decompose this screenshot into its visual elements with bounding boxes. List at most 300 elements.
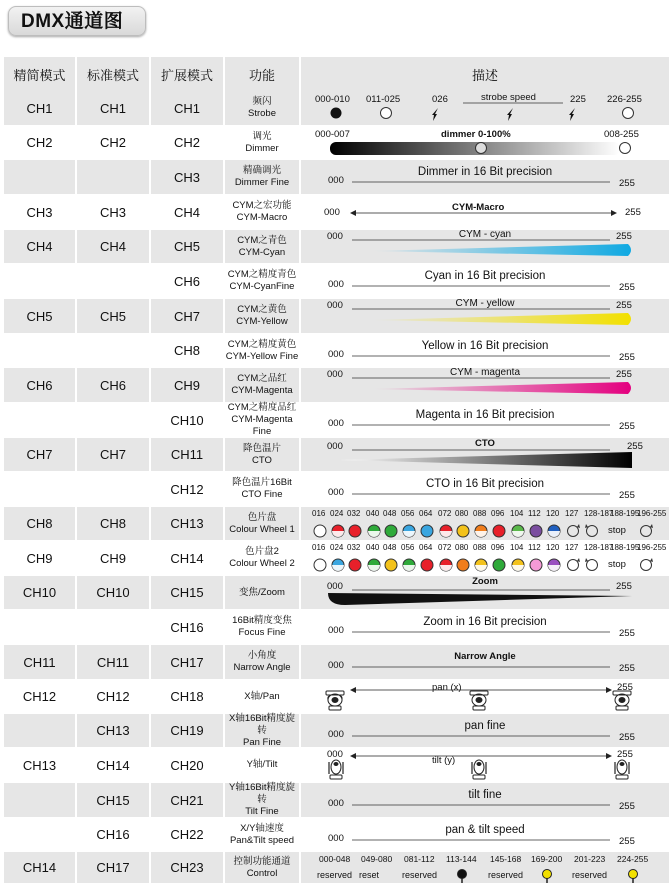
cyan-wedge: CYM - cyan xyxy=(458,229,512,240)
standard-mode-channel xyxy=(77,403,149,437)
pan-caption: pan (x) xyxy=(432,682,462,693)
function-en: CYM-Yellow xyxy=(236,316,288,327)
channel-row xyxy=(0,160,670,194)
simple-mode-channel xyxy=(4,264,75,298)
extended-mode-channel: CH19 xyxy=(151,714,223,747)
function-en: Control xyxy=(246,867,278,879)
function-en: CTO Fine xyxy=(241,489,283,500)
range-end: 255 xyxy=(619,732,635,743)
range-end: 255 xyxy=(619,663,635,674)
simple-mode-channel: CH11 xyxy=(4,645,75,679)
description-cell xyxy=(301,368,669,402)
range-start: 000 xyxy=(328,660,344,671)
wheel-tick: 127 xyxy=(565,509,579,518)
control-range: 113-144 xyxy=(446,854,477,864)
dimmer-range: 008-255 xyxy=(604,129,639,140)
cyan-wedge-graphic xyxy=(301,230,669,263)
wheel-tick: 064 xyxy=(419,509,433,518)
wheel-tick: 112 xyxy=(528,509,541,518)
extended-mode-channel: CH4 xyxy=(151,195,223,229)
range-start: 000 xyxy=(328,418,344,429)
wheel-tick: 128-187 xyxy=(584,543,614,552)
description-cell xyxy=(301,334,669,367)
range-start: 000 xyxy=(327,581,343,592)
control-range: 049-080 xyxy=(361,854,393,864)
range-start: 000 xyxy=(328,487,344,498)
description-cell xyxy=(301,645,669,679)
channel-row xyxy=(0,230,670,263)
extended-mode-channel: CH7 xyxy=(151,299,223,333)
channel-row xyxy=(0,541,670,575)
function-cn: 小角度 xyxy=(247,650,277,661)
control-label: reserved xyxy=(572,870,608,880)
function-cn: 16Bit精度变焦 xyxy=(232,615,292,626)
range-caption: Cyan in 16 Bit precision xyxy=(424,270,546,282)
function-cn: CYM之精度品红 xyxy=(227,402,297,413)
simple-mode-channel: CH2 xyxy=(4,126,75,159)
extended-mode-channel: CH12 xyxy=(151,472,223,506)
function-cn: CYM之品红 xyxy=(237,373,287,384)
extended-mode-channel: CH2 xyxy=(151,126,223,159)
strobe-range: 225 xyxy=(570,94,586,105)
range-end: 255 xyxy=(616,300,632,311)
function-en: CYM-Cyan xyxy=(238,246,286,258)
extended-mode-channel: CH23 xyxy=(151,852,223,883)
wheel-tick: 072 xyxy=(438,543,452,552)
cto-caption: CTO xyxy=(475,438,495,449)
description-cell xyxy=(301,680,669,713)
function-label xyxy=(225,264,299,298)
wheel-tick: 188-195 xyxy=(610,509,640,518)
extended-mode-channel: CH9 xyxy=(151,368,223,402)
control-range: 145-168 xyxy=(490,854,522,864)
wheel-tick: 096 xyxy=(491,543,505,552)
control-range: 201-223 xyxy=(574,854,606,864)
simple-mode-channel: CH7 xyxy=(4,438,75,471)
channel-row xyxy=(0,714,670,747)
tilt-heads xyxy=(301,748,669,782)
description-cell xyxy=(301,541,669,575)
simple-mode-channel: CH10 xyxy=(4,576,75,609)
function-en: CYM-Macro xyxy=(236,212,288,223)
function-label xyxy=(225,230,299,263)
function-en: CYM-Magenta Fine xyxy=(231,414,293,437)
simple-mode-channel: CH8 xyxy=(4,507,75,540)
simple-mode-channel xyxy=(4,334,75,367)
channel-row xyxy=(0,472,670,506)
range-start: 000 xyxy=(328,279,344,290)
function-en: Dimmer xyxy=(245,142,279,154)
standard-mode-channel: CH15 xyxy=(77,783,149,817)
range-end: 255 xyxy=(617,682,633,693)
wheel-tick: 056 xyxy=(401,509,415,518)
strobe-icons xyxy=(301,91,669,125)
range-end: 255 xyxy=(619,421,635,432)
wheel-tick: 196-255 xyxy=(637,509,667,518)
wheel-tick: 104 xyxy=(510,509,524,518)
function-cn: Y轴16Bit精度旋转 xyxy=(229,782,295,805)
range-end: 255 xyxy=(619,352,635,363)
description-cell xyxy=(301,438,669,471)
description-cell xyxy=(301,230,669,263)
function-label xyxy=(225,160,299,194)
standard-mode-channel xyxy=(77,264,149,298)
channel-row xyxy=(0,368,670,402)
wheel-tick: 064 xyxy=(419,543,433,552)
channel-row xyxy=(0,818,670,851)
wheel-tick: 088 xyxy=(473,509,487,518)
wheel-tick: 188-195 xyxy=(610,543,640,552)
function-cn: 精确调光 xyxy=(242,165,281,176)
extended-mode-channel: CH16 xyxy=(151,610,223,644)
range-start: 000 xyxy=(324,207,340,218)
standard-mode-channel: CH14 xyxy=(77,748,149,782)
channel-row xyxy=(0,576,670,609)
extended-mode-channel: CH6 xyxy=(151,264,223,298)
range-end: 255 xyxy=(616,369,632,380)
channel-row xyxy=(0,403,670,437)
extended-mode-channel: CH5 xyxy=(151,230,223,263)
function-label xyxy=(225,91,299,125)
channel-row xyxy=(0,264,670,298)
function-cn: 控制功能通道 xyxy=(233,855,291,867)
dimmer-bar xyxy=(301,126,669,159)
standard-mode-channel: CH5 xyxy=(77,299,149,333)
header-description: 描述 xyxy=(301,57,669,91)
dimmer-range: 000-007 xyxy=(315,129,350,140)
wheel-tick: 112 xyxy=(528,543,541,552)
standard-mode-channel: CH7 xyxy=(77,438,149,471)
pan-heads xyxy=(301,680,669,713)
function-label xyxy=(225,852,299,883)
extended-mode-channel: CH21 xyxy=(151,783,223,817)
description-cell xyxy=(301,126,669,159)
function-cn: Y轴/Tilt xyxy=(246,759,278,770)
magenta-wedge: CYM - magenta xyxy=(449,367,521,378)
wheel-tick: 120 xyxy=(546,543,560,552)
channel-row xyxy=(0,126,670,159)
range-caption: Zoom in 16 Bit precision xyxy=(423,616,547,628)
simple-mode-channel: CH14 xyxy=(4,852,75,883)
range-start: 000 xyxy=(327,441,343,452)
wheel-tick: 048 xyxy=(383,509,397,518)
control-range: 081-112 xyxy=(404,854,435,864)
channel-row xyxy=(0,438,670,471)
narrow-caption: Narrow Angle xyxy=(454,651,516,662)
colour-wheel xyxy=(301,507,669,540)
function-label xyxy=(225,368,299,402)
channel-row xyxy=(0,334,670,367)
description-cell xyxy=(301,610,669,644)
control-label: reserved xyxy=(488,870,524,880)
standard-mode-channel: CH3 xyxy=(77,195,149,229)
range-end: 255 xyxy=(617,749,633,760)
function-label xyxy=(225,576,299,609)
range-end: 255 xyxy=(619,628,635,639)
range-end: 255 xyxy=(627,441,643,452)
function-cn: X轴/Pan xyxy=(244,690,280,702)
range-start: 000 xyxy=(328,175,344,186)
range-caption: Dimmer in 16 Bit precision xyxy=(417,166,553,178)
control-label: reserved xyxy=(317,870,353,880)
extended-mode-channel: CH3 xyxy=(151,160,223,194)
wheel-tick: 040 xyxy=(366,543,380,552)
channel-row xyxy=(0,299,670,333)
cto-wedge xyxy=(301,438,669,471)
channel-row xyxy=(0,783,670,817)
page-title: DMX通道图 xyxy=(8,6,146,36)
range-caption: CTO in 16 Bit precision xyxy=(425,478,545,490)
description-cell xyxy=(301,403,669,437)
function-label xyxy=(225,438,299,471)
extended-mode-channel: CH22 xyxy=(151,818,223,851)
extended-mode-channel: CH17 xyxy=(151,645,223,679)
function-cn: 频闪 xyxy=(252,96,272,107)
simple-mode-channel xyxy=(4,818,75,851)
channel-row xyxy=(0,852,670,883)
wheel-tick: 120 xyxy=(546,509,560,518)
wheel-tick: 196-255 xyxy=(637,543,667,552)
description-cell xyxy=(301,818,669,851)
function-cn: CYM之黄色 xyxy=(237,304,287,315)
channel-row xyxy=(0,680,670,713)
function-en: Colour Wheel 1 xyxy=(229,523,295,535)
description-cell xyxy=(301,507,669,540)
range-end: 255 xyxy=(619,178,635,189)
header-extended-mode: 扩展模式 xyxy=(151,57,223,91)
wheel-tick: 024 xyxy=(330,543,344,552)
wheel-tick: 048 xyxy=(383,543,397,552)
wheel-tick: 024 xyxy=(330,509,344,518)
range-end: 255 xyxy=(619,490,635,501)
function-label xyxy=(225,714,299,747)
extended-mode-channel: CH10 xyxy=(151,403,223,437)
control-icons xyxy=(301,852,669,883)
standard-mode-channel xyxy=(77,334,149,367)
function-en: Colour Wheel 2 xyxy=(229,558,295,569)
simple-mode-channel: CH6 xyxy=(4,368,75,402)
extended-mode-channel: CH18 xyxy=(151,680,223,713)
range-caption: pan fine xyxy=(464,720,506,732)
function-en: Focus Fine xyxy=(238,627,286,638)
wheel-tick: 072 xyxy=(438,509,452,518)
macro-arrow xyxy=(301,195,669,229)
extended-mode-channel: CH1 xyxy=(151,91,223,125)
simple-mode-channel xyxy=(4,610,75,644)
range-caption: tilt fine xyxy=(468,789,502,801)
zoom-beam xyxy=(301,576,669,609)
description-cell xyxy=(301,264,669,298)
wheel-tick: 032 xyxy=(347,543,361,552)
wheel-tick: 128-187 xyxy=(584,509,614,518)
standard-mode-channel: CH4 xyxy=(77,230,149,263)
standard-mode-channel: CH17 xyxy=(77,852,149,883)
simple-mode-channel: CH4 xyxy=(4,230,75,263)
function-label xyxy=(225,299,299,333)
wheel-tick: 104 xyxy=(510,543,524,552)
function-en: CTO xyxy=(252,454,272,466)
standard-mode-channel: CH12 xyxy=(77,680,149,713)
description-cell xyxy=(301,195,669,229)
description-cell xyxy=(301,714,669,747)
function-cn: CYM之精度青色 xyxy=(227,269,297,280)
standard-mode-channel: CH9 xyxy=(77,541,149,575)
range-end: 255 xyxy=(616,581,632,592)
dimmer-caption: dimmer 0-100% xyxy=(441,129,511,140)
simple-mode-channel: CH5 xyxy=(4,299,75,333)
wheel-tick: 032 xyxy=(347,509,361,518)
description-cell xyxy=(301,852,669,883)
function-label xyxy=(225,645,299,679)
simple-mode-channel xyxy=(4,783,75,817)
function-cn: 色片盘2 xyxy=(245,546,279,557)
simple-mode-channel: CH1 xyxy=(4,91,75,125)
function-en: Pan Fine xyxy=(242,736,282,748)
function-cn: 色片盘 xyxy=(247,511,277,523)
function-label xyxy=(225,610,299,644)
range-start: 000 xyxy=(328,349,344,360)
range-start: 000 xyxy=(328,729,344,740)
strobe-range: 026 xyxy=(432,94,448,105)
standard-mode-channel: CH2 xyxy=(77,126,149,159)
strobe-caption: strobe speed xyxy=(481,92,536,103)
simple-mode-channel xyxy=(4,403,75,437)
extended-mode-channel: CH13 xyxy=(151,507,223,540)
description-cell xyxy=(301,748,669,782)
simple-mode-channel xyxy=(4,472,75,506)
description-cell xyxy=(301,91,669,125)
function-cn: 降色温片16Bit xyxy=(232,477,292,488)
function-en: Narrow Angle xyxy=(233,662,291,673)
range-start: 000 xyxy=(328,625,344,636)
range-end: 255 xyxy=(616,231,632,242)
range-start: 000 xyxy=(328,798,344,809)
standard-mode-channel xyxy=(77,610,149,644)
function-en: CYM-Yellow Fine xyxy=(225,350,299,362)
channel-row xyxy=(0,507,670,540)
range-end: 255 xyxy=(619,836,635,847)
standard-mode-channel: CH8 xyxy=(77,507,149,540)
header-standard-mode: 标准模式 xyxy=(77,57,149,91)
function-label xyxy=(225,472,299,506)
standard-mode-channel: CH10 xyxy=(77,576,149,609)
function-en: CYM-CyanFine xyxy=(229,281,295,292)
simple-mode-channel: CH13 xyxy=(4,748,75,782)
function-label xyxy=(225,507,299,540)
standard-mode-channel: CH11 xyxy=(77,645,149,679)
simple-mode-channel xyxy=(4,160,75,194)
wheel-color-open xyxy=(314,559,326,571)
wheel-tick: 056 xyxy=(401,543,415,552)
extended-mode-channel: CH14 xyxy=(151,541,223,575)
range-start: 000 xyxy=(328,833,344,844)
range-start: 000 xyxy=(327,231,343,242)
function-cn: X轴16Bit精度旋转 xyxy=(229,712,295,736)
channel-row xyxy=(0,91,670,125)
zoom-caption: Zoom xyxy=(472,576,498,587)
simple-mode-channel: CH9 xyxy=(4,541,75,575)
simple-mode-channel: CH12 xyxy=(4,680,75,713)
function-cn: 变焦/Zoom xyxy=(239,586,285,598)
function-cn: CYM之青色 xyxy=(237,234,287,246)
yellow-wedge-graphic xyxy=(301,299,669,333)
function-cn: 降色温片 xyxy=(242,442,281,454)
standard-mode-channel xyxy=(77,472,149,506)
extended-mode-channel: CH11 xyxy=(151,438,223,471)
standard-mode-channel: CH13 xyxy=(77,714,149,747)
wheel-tick: 016 xyxy=(312,509,326,518)
function-en: Strobe xyxy=(248,108,276,119)
function-cn: CYM之精度黄色 xyxy=(227,338,297,350)
function-label xyxy=(225,818,299,851)
header-simple-mode: 精简模式 xyxy=(4,57,75,91)
function-en: Dimmer Fine xyxy=(234,177,290,188)
channel-row xyxy=(0,195,670,229)
standard-mode-channel: CH16 xyxy=(77,818,149,851)
standard-mode-channel: CH6 xyxy=(77,368,149,402)
strobe-range: 226-255 xyxy=(607,94,642,105)
extended-mode-channel: CH20 xyxy=(151,748,223,782)
range-end: 255 xyxy=(625,207,641,218)
strobe-range: 011-025 xyxy=(366,94,401,105)
extended-mode-channel: CH15 xyxy=(151,576,223,609)
description-cell xyxy=(301,299,669,333)
function-label xyxy=(225,334,299,367)
function-label xyxy=(225,403,299,437)
control-range: 224-255 xyxy=(617,854,649,864)
description-cell xyxy=(301,160,669,194)
wheel-color-open xyxy=(314,525,326,537)
wheel-tick: 016 xyxy=(312,543,326,552)
range-caption: pan & tilt speed xyxy=(445,824,525,836)
function-cn: CYM之宏功能 xyxy=(232,200,292,211)
tilt-caption: tilt (y) xyxy=(432,755,456,766)
range-caption: Magenta in 16 Bit precision xyxy=(415,409,555,421)
description-cell xyxy=(301,472,669,506)
channel-row xyxy=(0,748,670,782)
wheel-tick: 080 xyxy=(455,543,469,552)
function-cn: 调光 xyxy=(252,130,272,142)
wheel-tick: 040 xyxy=(366,509,380,518)
control-label: reserved xyxy=(402,870,438,880)
range-caption: Yellow in 16 Bit precision xyxy=(421,340,549,352)
extended-mode-channel: CH8 xyxy=(151,334,223,367)
control-label: reset xyxy=(359,870,380,880)
range-end: 255 xyxy=(619,801,635,812)
control-range: 000-048 xyxy=(319,854,351,864)
header-function: 功能 xyxy=(225,57,299,91)
wheel-tick: 096 xyxy=(491,509,505,518)
function-cn: X/Y轴速度 xyxy=(240,822,284,834)
simple-mode-channel xyxy=(4,714,75,747)
wheel-stop: stop xyxy=(608,525,626,536)
range-start: 000 xyxy=(327,749,343,760)
description-cell xyxy=(301,783,669,817)
channel-row xyxy=(0,610,670,644)
function-label xyxy=(225,126,299,159)
control-range: 169-200 xyxy=(531,854,563,864)
wheel-tick: 127 xyxy=(565,543,579,552)
wheel-tick: 088 xyxy=(473,543,487,552)
range-start: 000 xyxy=(327,300,343,311)
colour-wheel xyxy=(301,541,669,575)
function-label xyxy=(225,541,299,575)
macro-caption: CYM-Macro xyxy=(452,202,505,213)
function-label xyxy=(225,783,299,817)
function-en: Tilt Fine xyxy=(245,806,279,817)
description-cell xyxy=(301,576,669,609)
range-end: 255 xyxy=(619,282,635,293)
